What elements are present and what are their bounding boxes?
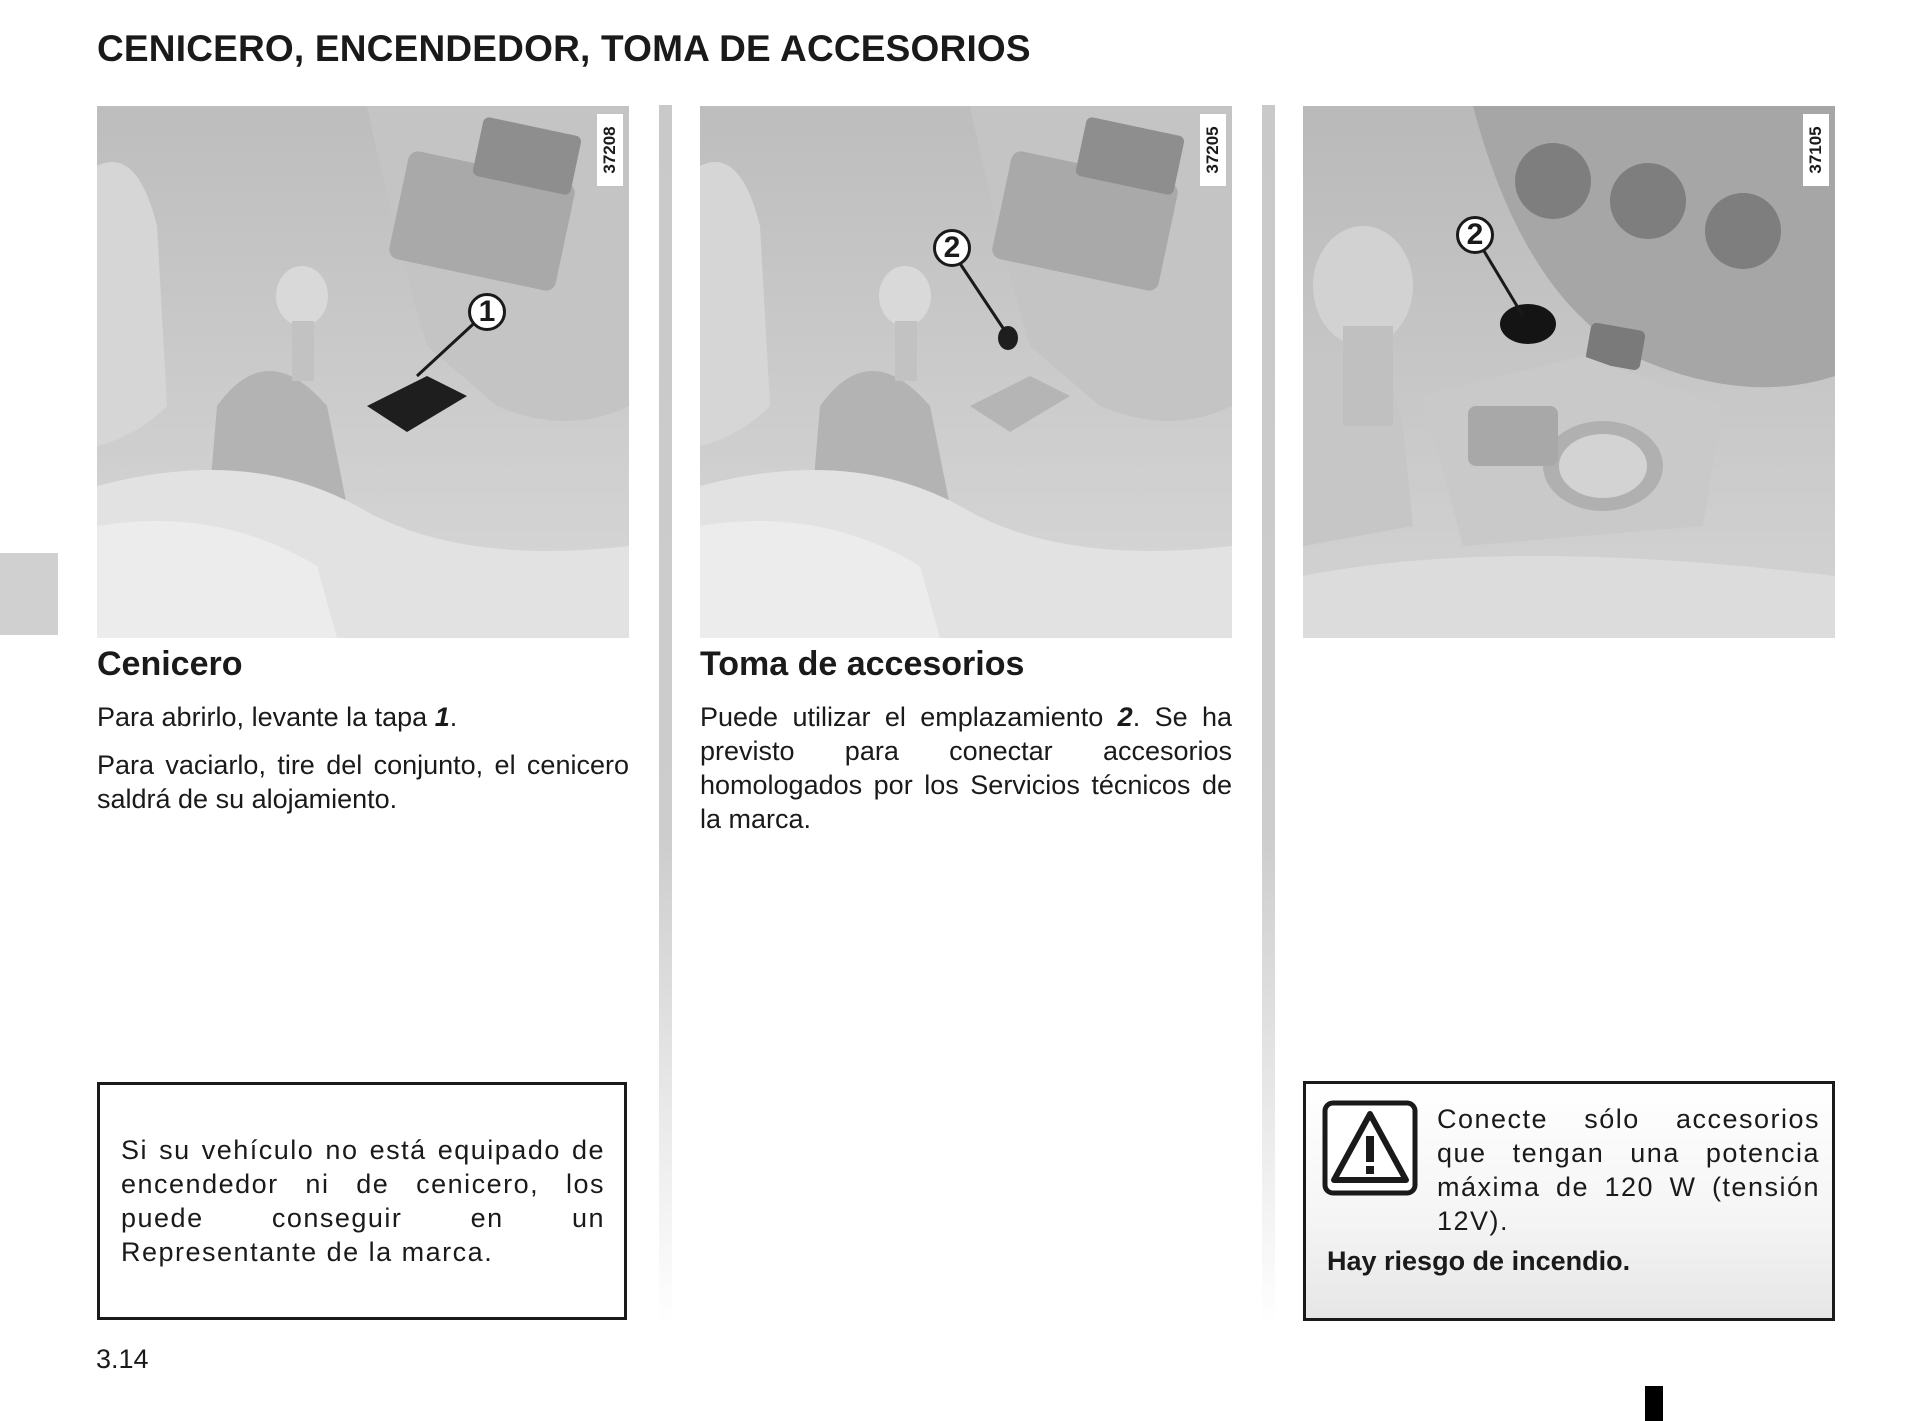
figure-code-label bbox=[1803, 114, 1829, 186]
socket-body bbox=[700, 700, 1232, 850]
ashtray-paragraph-open bbox=[97, 700, 629, 734]
socket-text-suffix: . Se ha previsto para conectar accesorios homologados por los Servicios técnicos de la marca. bbox=[700, 702, 1232, 834]
chapter-side-tab bbox=[0, 553, 58, 635]
figure-code-label bbox=[1200, 114, 1226, 186]
socket-paragraph bbox=[700, 700, 1232, 836]
column-divider-left bbox=[659, 105, 672, 1325]
ashtray-ref: 1 bbox=[434, 702, 450, 732]
socket-text: Puede utilizar el emplazamiento bbox=[700, 702, 1118, 732]
figure-code-text: 37105 bbox=[1806, 126, 1825, 174]
socket-ref: 2 bbox=[1117, 702, 1133, 732]
callout-2: 2 bbox=[933, 229, 971, 267]
figure-ashtray-photo bbox=[97, 106, 629, 638]
warning-box bbox=[1303, 1081, 1835, 1321]
callout-2: 2 bbox=[1456, 216, 1494, 254]
page-title: CENICERO, ENCENDEDOR, TOMA DE ACCESORIOS bbox=[97, 28, 1031, 69]
ashtray-paragraph-empty: Para vaciarlo, tire del conjunto, el cenicero saldrá de su alojamiento. bbox=[97, 750, 629, 814]
note-text: Si su vehículo no está equipado de encendedor ni de cenicero, los puede conseguir en un Representante de la marca. bbox=[121, 1135, 605, 1267]
warning-triangle-icon bbox=[1322, 1100, 1418, 1196]
ashtray-heading: Cenicero bbox=[97, 645, 243, 683]
figure-code-text: 37208 bbox=[600, 126, 619, 174]
callout-1: 1 bbox=[468, 293, 506, 331]
warning-text: Conecte sólo accesorios que tengan una potencia máxima de 120 W (tensión 12V). bbox=[1437, 1104, 1820, 1236]
ashtray-open-suffix: . bbox=[449, 702, 458, 732]
ashtray-open-text: Para abrirlo, levante la tapa bbox=[97, 702, 435, 732]
socket-illustration bbox=[700, 106, 1232, 638]
column-divider-right bbox=[1262, 105, 1275, 1325]
socket-heading: Toma de accesorios bbox=[700, 645, 1025, 683]
page-end-mark bbox=[1645, 1386, 1663, 1421]
page-number: 3.14 bbox=[96, 1344, 149, 1374]
figure-socket-closeup-photo bbox=[1303, 106, 1835, 638]
ashtray-illustration bbox=[97, 106, 629, 638]
ashtray-body bbox=[97, 700, 629, 830]
note-box bbox=[97, 1082, 627, 1320]
figure-code-text: 37205 bbox=[1203, 126, 1222, 174]
figure-code-label bbox=[597, 114, 623, 186]
figure-socket-photo bbox=[700, 106, 1232, 638]
socket-closeup-illustration bbox=[1303, 106, 1835, 638]
warning-emphasis: Hay riesgo de incendio. bbox=[1327, 1246, 1631, 1276]
